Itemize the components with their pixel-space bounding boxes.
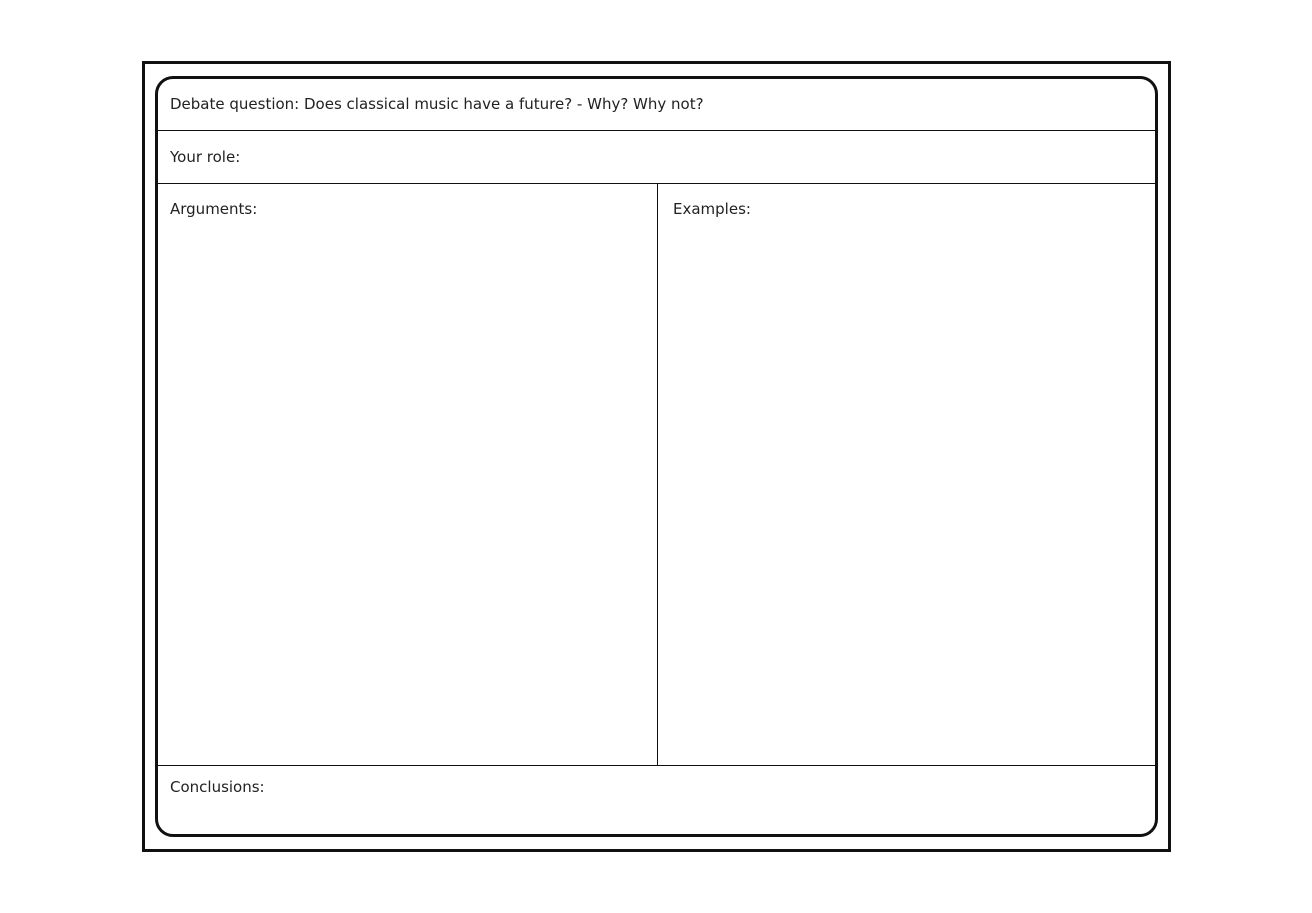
role-label: Your role: [170, 148, 241, 166]
examples-section [658, 184, 1155, 765]
examples-label: Examples: [673, 200, 751, 218]
debate-worksheet [155, 76, 1158, 837]
conclusions-row [158, 766, 1155, 837]
arguments-section [158, 184, 658, 765]
debate-question-label: Debate question: Does classical music have a future? - Why? Why not? [170, 95, 704, 113]
role-row [158, 131, 1155, 184]
conclusions-label: Conclusions: [170, 778, 265, 796]
debate-question-row [158, 79, 1155, 131]
arguments-examples-row [158, 184, 1155, 766]
arguments-label: Arguments: [170, 200, 258, 218]
